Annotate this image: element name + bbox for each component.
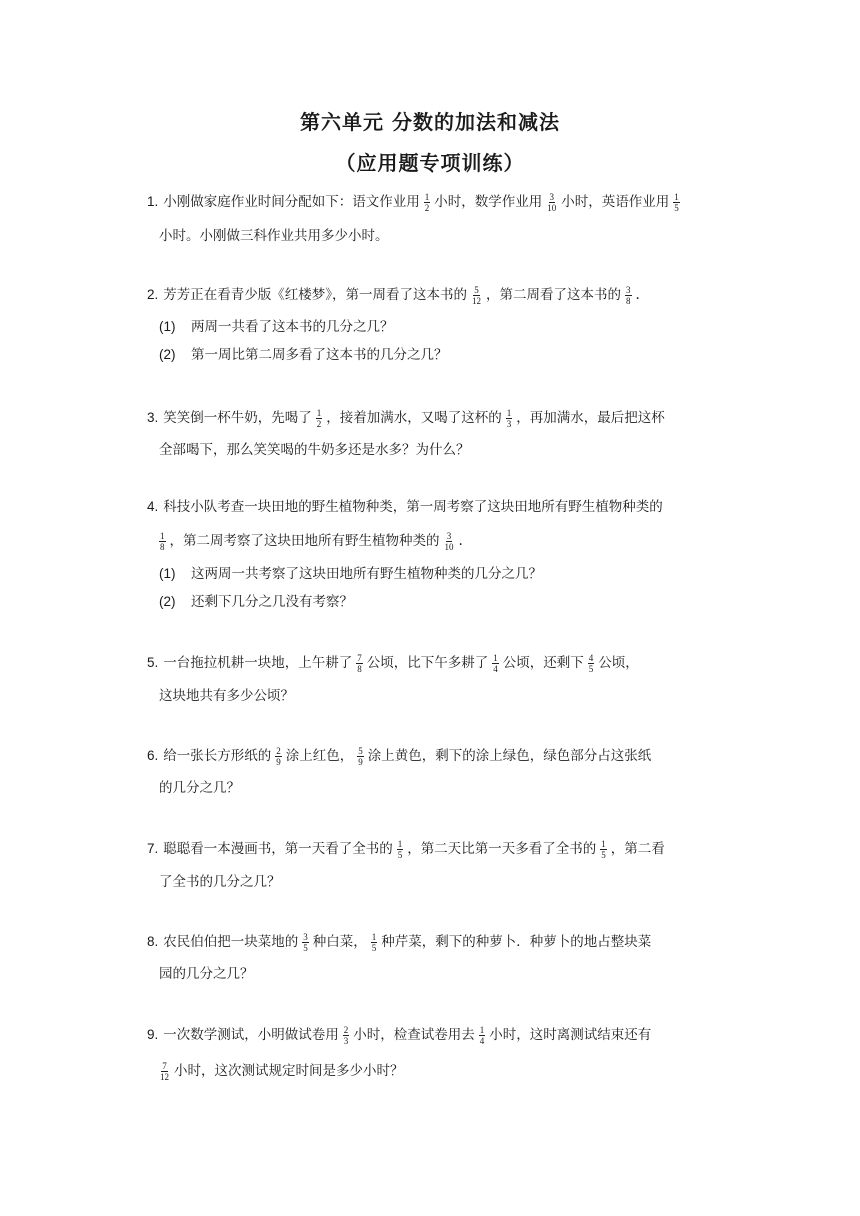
question-text: ，接着加满水，又喝了这杯的 bbox=[326, 410, 502, 426]
question-text: . bbox=[458, 533, 463, 549]
question-text: 涂上黄色，剩下的涂上绿色，绿色部分占这张纸 bbox=[367, 748, 652, 764]
question-text: . bbox=[635, 287, 640, 303]
numerator: 5 bbox=[358, 746, 363, 756]
question-number: 2. bbox=[147, 287, 159, 302]
question-text: 一台拖拉机耕一块地，上午耕了 bbox=[163, 655, 353, 671]
fraction bbox=[343, 1025, 350, 1046]
denominator: 5 bbox=[588, 664, 594, 674]
denominator: 5 bbox=[674, 203, 679, 213]
question-text: 笑笑倒一杯牛奶，先喝了 bbox=[163, 410, 312, 426]
question-text: 公顷，还剩下 bbox=[502, 655, 584, 671]
sub-question-text: 两周一共看了这本书的几分之几？ bbox=[191, 319, 394, 335]
fraction bbox=[159, 1061, 170, 1082]
numerator: 1 bbox=[397, 839, 403, 849]
fraction bbox=[600, 839, 607, 860]
numerator: 1 bbox=[160, 531, 165, 541]
fraction bbox=[471, 285, 482, 306]
sub-question-label: (1) bbox=[159, 319, 176, 334]
fraction bbox=[444, 531, 455, 552]
numerator: 1 bbox=[506, 408, 512, 418]
question-text: 聪聪看一本漫画书，第一天看了全书的 bbox=[163, 841, 393, 857]
numerator: 5 bbox=[474, 285, 479, 295]
numerator: 3 bbox=[303, 932, 308, 942]
question-text: 芳芳正在看青少版《红楼梦》，第一周看了这本书的 bbox=[163, 287, 468, 303]
denominator: 10 bbox=[444, 542, 454, 552]
numerator: 7 bbox=[357, 653, 362, 663]
question-text: 小时，英语作业用 bbox=[561, 194, 670, 210]
fraction bbox=[546, 192, 557, 213]
question-9-line-2 bbox=[159, 1061, 404, 1082]
sub-question-text: 这两周一共考察了这块田地所有野生植物种类的几分之几？ bbox=[191, 566, 542, 582]
numerator: 3 bbox=[446, 531, 452, 541]
question-text: 给一张长方形纸的 bbox=[163, 748, 272, 764]
denominator: 2 bbox=[316, 419, 322, 429]
question-text: 小时，检查试卷用去 bbox=[353, 1027, 475, 1043]
numerator: 4 bbox=[588, 653, 594, 663]
fraction bbox=[492, 653, 499, 674]
sub-question-4-2 bbox=[159, 592, 353, 612]
numerator: 1 bbox=[424, 192, 430, 202]
denominator: 9 bbox=[358, 757, 363, 767]
question-text: 农民伯伯把一块菜地的 bbox=[163, 934, 299, 950]
question-number: 1. bbox=[147, 194, 159, 209]
fraction bbox=[356, 653, 363, 674]
fraction bbox=[275, 746, 282, 767]
denominator: 8 bbox=[357, 664, 362, 674]
fraction bbox=[371, 932, 378, 953]
question-8-line-2: 园的几分之几？ bbox=[159, 966, 254, 982]
fraction bbox=[159, 531, 166, 552]
fraction bbox=[479, 1025, 486, 1046]
question-number: 7. bbox=[147, 841, 159, 856]
numerator: 3 bbox=[626, 285, 631, 295]
question-8 bbox=[147, 932, 651, 953]
question-3 bbox=[147, 408, 665, 429]
question-number: 3. bbox=[147, 410, 159, 425]
question-7-line-2: 了全书的几分之几？ bbox=[159, 874, 281, 890]
denominator: 12 bbox=[472, 296, 482, 306]
question-6 bbox=[147, 746, 651, 767]
question-number: 4. bbox=[147, 499, 159, 514]
fraction bbox=[625, 285, 632, 306]
sub-question-label: (2) bbox=[159, 347, 176, 362]
numerator: 7 bbox=[162, 1061, 167, 1071]
question-text: 小时，这次测试规定时间是多少小时？ bbox=[174, 1063, 404, 1079]
sub-question-text: 第一周比第二周多看了这本书的几分之几？ bbox=[191, 347, 448, 363]
denominator: 5 bbox=[397, 850, 403, 860]
fraction bbox=[506, 408, 513, 429]
numerator: 1 bbox=[316, 408, 322, 418]
fraction bbox=[424, 192, 431, 213]
question-7 bbox=[147, 839, 665, 860]
question-text: 小时，数学作业用 bbox=[434, 194, 543, 210]
question-1-line-2: 小时。小刚做三科作业共用多少小时。 bbox=[159, 228, 389, 244]
denominator: 2 bbox=[424, 203, 430, 213]
question-3-line-2: 全部喝下，那么笑笑喝的牛奶多还是水多？为什么？ bbox=[159, 442, 470, 458]
question-5-line-2: 这块地共有多少公顷？ bbox=[159, 688, 294, 704]
question-text: ，第二天比第一天多看了全书的 bbox=[407, 841, 597, 857]
numerator: 3 bbox=[549, 192, 555, 202]
question-text: 涂上红色， bbox=[285, 748, 354, 764]
sub-question-4-1 bbox=[159, 564, 542, 584]
question-text: 种芹菜，剩下的种萝卜．种萝卜的地占整块菜 bbox=[381, 934, 652, 950]
question-text: 小时，这时离测试结束还有 bbox=[489, 1027, 652, 1043]
question-text: 科技小队考查一块田地的野生植物种类，第一周考察了这块田地所有野生植物种类的 bbox=[163, 499, 663, 515]
question-text: ，再加满水，最后把这杯 bbox=[516, 410, 665, 426]
question-4 bbox=[147, 497, 663, 517]
denominator: 4 bbox=[493, 664, 498, 674]
denominator: 8 bbox=[160, 542, 165, 552]
sub-question-text: 还剩下几分之几没有考察？ bbox=[191, 594, 353, 610]
page-subtitle: （应用题专项训练） bbox=[335, 151, 525, 175]
denominator: 5 bbox=[601, 850, 606, 860]
question-text: 种白菜， bbox=[312, 934, 367, 950]
denominator: 8 bbox=[626, 296, 631, 306]
numerator: 2 bbox=[343, 1025, 349, 1035]
question-number: 9. bbox=[147, 1027, 159, 1042]
denominator: 3 bbox=[506, 419, 512, 429]
numerator: 1 bbox=[674, 192, 679, 202]
question-1 bbox=[147, 192, 684, 213]
denominator: 5 bbox=[371, 943, 377, 953]
question-5 bbox=[147, 653, 639, 674]
question-text: ，第二看 bbox=[610, 841, 665, 857]
question-6-line-2: 的几分之几？ bbox=[159, 780, 240, 796]
sub-question-label: (2) bbox=[159, 594, 176, 609]
sub-question-label: (1) bbox=[159, 566, 176, 581]
fraction bbox=[588, 653, 595, 674]
numerator: 1 bbox=[601, 839, 606, 849]
sub-question-2-1 bbox=[159, 317, 394, 337]
denominator: 5 bbox=[303, 943, 308, 953]
denominator: 12 bbox=[160, 1072, 169, 1082]
question-number: 5. bbox=[147, 655, 159, 670]
numerator: 1 bbox=[479, 1025, 485, 1035]
fraction bbox=[673, 192, 680, 213]
denominator: 3 bbox=[343, 1036, 349, 1046]
numerator: 1 bbox=[371, 932, 377, 942]
denominator: 4 bbox=[479, 1036, 485, 1046]
sub-question-2-2 bbox=[159, 345, 448, 365]
question-2 bbox=[147, 285, 640, 306]
numerator: 1 bbox=[493, 653, 498, 663]
question-text: ，第二周考察了这块田地所有野生植物种类的 bbox=[169, 533, 440, 549]
question-text: 一次数学测试，小明做试卷用 bbox=[163, 1027, 339, 1043]
denominator: 10 bbox=[547, 203, 557, 213]
fraction bbox=[357, 746, 364, 767]
fraction bbox=[316, 408, 323, 429]
question-text: 公顷， bbox=[598, 655, 639, 671]
question-4-line-2 bbox=[159, 531, 463, 552]
page-title: 第六单元 分数的加法和减法 bbox=[300, 110, 560, 134]
question-text: 公顷，比下午多耕了 bbox=[366, 655, 489, 671]
numerator: 2 bbox=[276, 746, 281, 756]
fraction bbox=[302, 932, 309, 953]
question-text: 小刚做家庭作业时间分配如下：语文作业用 bbox=[163, 194, 420, 210]
denominator: 9 bbox=[276, 757, 281, 767]
question-number: 8. bbox=[147, 934, 159, 949]
question-text: ，第二周看了这本书的 bbox=[486, 287, 622, 303]
fraction bbox=[397, 839, 404, 860]
question-number: 6. bbox=[147, 748, 159, 763]
question-9 bbox=[147, 1025, 651, 1046]
